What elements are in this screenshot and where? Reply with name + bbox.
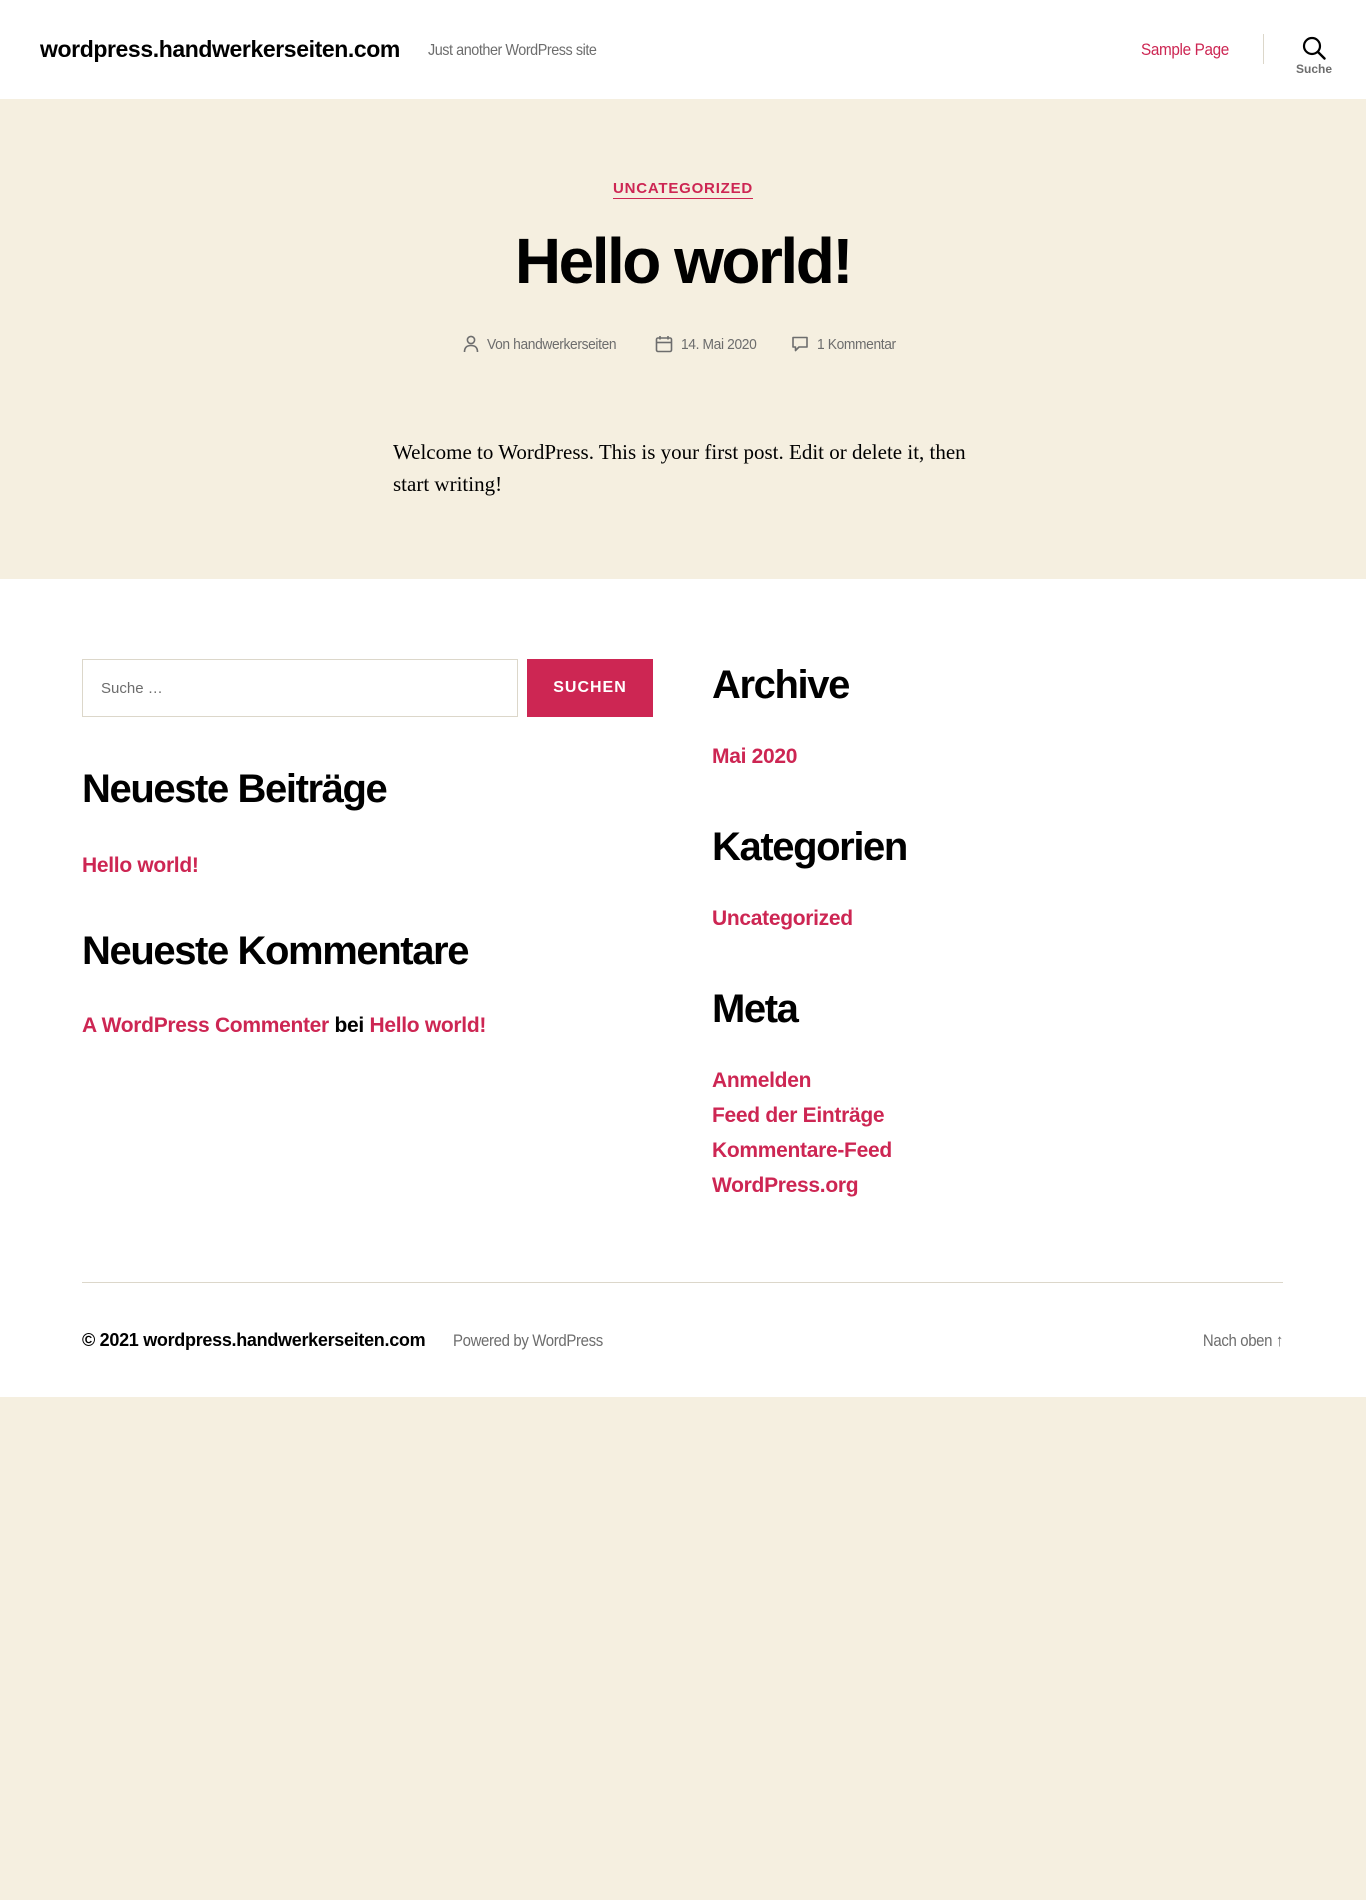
post-date-text: 14. Mai 2020 <box>681 335 757 353</box>
site-title-link[interactable]: wordpress.handwerkerseiten.com <box>40 36 400 62</box>
post-meta <box>0 335 1366 353</box>
category-link[interactable]: UNCATEGORIZED <box>612 180 754 197</box>
site-footer <box>0 1282 1366 1397</box>
post-comments[interactable] <box>791 335 903 353</box>
powered-by-link[interactable]: Powered by WordPress <box>453 1331 603 1350</box>
recent-post-link[interactable]: Hello world! <box>82 854 199 877</box>
meta-title: Meta <box>712 987 798 1031</box>
recent-comment-item <box>82 1015 486 1036</box>
search-icon <box>1302 36 1326 60</box>
meta-link-entries-feed[interactable]: Feed der Einträge <box>712 1104 885 1127</box>
widgets-area <box>0 579 1366 1397</box>
comment-post-link[interactable]: Hello world! <box>369 1014 487 1037</box>
recent-comments-title: Neueste Kommentare <box>82 929 469 973</box>
post-author[interactable] <box>463 335 627 353</box>
category-link-uncategorized[interactable]: Uncategorized <box>712 907 853 930</box>
categories-title: Kategorien <box>712 825 907 869</box>
meta-link-comments-feed[interactable]: Kommentare-Feed <box>712 1139 892 1162</box>
search-input[interactable] <box>82 659 518 717</box>
archive-link-mai-2020[interactable]: Mai 2020 <box>712 745 798 768</box>
comment-connector: bei <box>334 1014 364 1037</box>
post-title: Hello world! <box>514 225 852 297</box>
footer-copyright[interactable]: © 2021 wordpress.handwerkerseiten.com <box>82 1330 426 1350</box>
post-date[interactable] <box>655 335 763 353</box>
site-header <box>0 0 1366 99</box>
comment-icon <box>791 335 809 353</box>
back-to-top-link[interactable]: Nach oben ↑ <box>1202 1331 1283 1350</box>
post-content: Welcome to WordPress. This is your first post. Edit or delete it, then start writing! <box>393 440 966 496</box>
post-entry <box>0 99 1366 579</box>
post-author-text: Von handwerkerseiten <box>486 335 617 353</box>
post-comments-text: 1 Kommentar <box>817 335 897 353</box>
footer-divider <box>82 1282 1283 1283</box>
user-icon <box>463 335 479 353</box>
recent-posts-title: Neueste Beiträge <box>82 767 387 811</box>
search-form <box>82 659 653 717</box>
search-submit-button[interactable]: SUCHEN <box>527 659 653 717</box>
site-description: Just another WordPress site <box>428 42 597 59</box>
archive-title: Archive <box>712 663 849 707</box>
calendar-icon <box>655 335 673 353</box>
comment-author-link[interactable]: A WordPress Commenter <box>82 1014 329 1037</box>
search-toggle-button[interactable] <box>1284 34 1344 86</box>
meta-link-wordpress-org[interactable]: WordPress.org <box>712 1174 859 1197</box>
nav-item-sample-page[interactable]: Sample Page <box>1141 40 1229 59</box>
post-category <box>0 180 1366 198</box>
nav-divider <box>1263 34 1264 64</box>
meta-link-login[interactable]: Anmelden <box>712 1069 812 1092</box>
search-toggle-label: Suche <box>1295 62 1332 76</box>
